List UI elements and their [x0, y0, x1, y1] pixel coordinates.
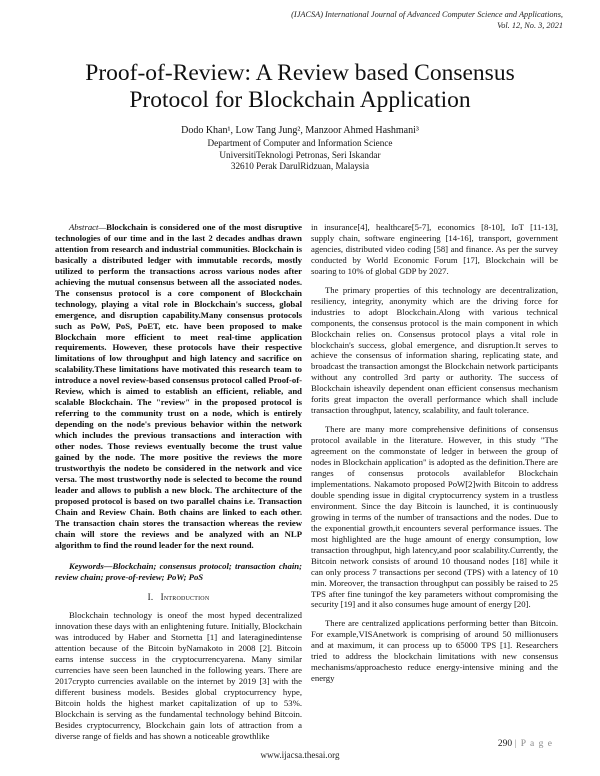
paper-title: [60, 60, 540, 114]
paper-title-line-1: Proof-of-Review: A Review based Consensus: [85, 60, 515, 86]
body-paragraph: in insurance[4], healthcare[5-7], economics [8-10], IoT [11-13], supply chain, software engineering [14-16], transport, government agencies, distributed video coding [58] and finance. As per the survey conducted by World Economic Forum [17], Blockchain will be soaring to 10% of global GDP by 2027.: [311, 222, 558, 276]
section-heading-introduction: [55, 592, 302, 603]
paper-authors: Dodo Khan¹, Low Tang Jung², Manzoor Ahmed Hashmani³: [181, 125, 419, 136]
affiliation-address: 32610 Perak DarulRidzuan, Malaysia: [230, 161, 370, 171]
journal-volume: Vol. 12, No. 3, 2021: [497, 20, 563, 30]
section-title: Introduction: [160, 591, 210, 602]
journal-title: (IJACSA) International Journal of Advanced Computer Science and Applications,: [291, 10, 563, 19]
abstract-body: Blockchain is considered one of the most disruptive technologies of our time and in the last 2 decades andhas drawn attention from research and industrial communities. Blockchain is basically a distributed ledger with immutable records, mostly utilized to perform the transactions across various nodes after achieving the mutual consensus between all the associated nodes. The consensus protocol is a core component of Blockchain technology, playing a vital role in Blockchain's success, global emergence, and disruption capability.Many consensus protocols such as PoW, PoS, PoET, etc. have been proposed to make Blockchain more efficient to meet real-time application requirements. However, these protocols have their respective limitations of low throughput and high latency and sacrifice on scalability.These limitations have motivated this research team to introduce a novel review-based consensus protocol called Proof-of-Review, which is aimed to establish an efficient, reliable, and scalable Blockchain. The "review" in the proposed protocol is referring to the community trust on a node, which is entirely depending on the node's previous behavior within the network which includes the previous transactions and interaction with other nodes. Those reviews eventually become the trust value gained by the node. The more positive the reviews the more trustworthyis the nodeto be considered in the network and vice versa. The most trustworthy node is selected to become the round leader and allows to publish a new block. The architecture of the proposed protocol is based on two parallel chains i.e. Transaction Chain and Review Chain. Both chains are linked to each other. The transaction chain stores the transaction whereas the review chain will store the reviews and be analyzed with an NLP algorithm to find the round leader for the next round.: [55, 222, 302, 550]
keywords: Keywords—Blockchain; consensus protocol; transaction chain; review chain; prove-of-review; PoW; PoS: [55, 560, 302, 582]
left-column: [55, 222, 302, 742]
body-paragraph: There are many more comprehensive definitions of consensus protocol available in the literature. However, in this study "The agreement on the commonstate of ledger in between the group of nodes in Blockchain application" is adopted as the definition.There are ranges of consensus protocols availablefor Blockchain implementations. Nakamoto proposed PoW[2]with Bitcoin to address double spending issue in digital cryptocurrency system in a trustless environment. Since the day Bitcoin is launched, it is continuously growing in terms of the number of transactions and the nodes. Due to the exponential growth,it encounters several performance issues. The most highlighted are the huge amount of energy consumption, low transaction throughput, high latency,and poor scalability.Currently, the Bitcoin network consists of around 10 thousand nodes [18] while it can only process 7 transactions per second (TPS) with a latency of 10 min. Moreover, the transaction throughput can possibly be raised to 25 TPS after fine tuningof the key parameters without compromising the security [19] and it also consumes huge amount of energy [20].: [311, 424, 558, 610]
section-number: I.: [147, 591, 154, 602]
page-number-value: 290: [497, 739, 513, 749]
right-column: [311, 222, 558, 684]
footer-url: www.ijacsa.thesai.org: [260, 750, 340, 760]
affiliation: [60, 138, 540, 173]
affiliation-university: UniversitiTeknologi Petronas, Seri Iskandar: [219, 149, 381, 160]
body-paragraph: The primary properties of this technology are decentralization, resiliency, integrity, anonymity which are the driving force for industries to adopt Blockchain.Along with various technical components, the consensus protocol is the main component in which Blockchain relies on. Consensus protocol plays a vital role in blockchain's success, global emergence, and disruption.It serves to achieve the consensus of information sharing, replicating state, and broadcast the transaction amongst the Blockchain network participants without any controlled 3rd party or authority. The success of Blockchain isheavily dependent onan efficient consensus mechanism forits great impacton the overall performance which shall include transaction throughput, latency, scalability, and fault tolerance.: [311, 284, 558, 416]
affiliation-department: Department of Computer and Information Science: [207, 138, 393, 148]
paper-title-line-2: Protocol for Blockchain Application: [129, 87, 471, 113]
abstract-lead: Abstract—: [69, 222, 107, 232]
journal-header: [233, 10, 563, 31]
abstract: [55, 222, 302, 551]
page-number: [498, 739, 553, 749]
page-label: | P a g e: [514, 739, 553, 749]
body-paragraph: There are centralized applications performing better than Bitcoin. For example,VISAnetwork is comprising of around 50 millionusers and at maximum, it can process up to 65000 TPS [1]. Researchers tried to address the blockchain limitations with new consensus mechanisms/approachesto reduce energy-intensive mining and the energy: [311, 618, 558, 684]
intro-paragraph: Blockchain technology is oneof the most hyped decentralized innovation these days with an enlightening future. Initially, Blockchain was introduced by Haber and Stornetta [1] and lateraginedintense attention because of the Bitcoin byNamakoto in 2008 [2]. Bitcoin earns intense success in the cryptocurrencyarena. Many similar currencies have seen been launched in the following years. There are 2017crypto currencies available on the internet by 2019 [3] with the different business models. Besides global cryptocurrency hype, Bitcoin holds the highest market capitalization of up to 53%. Blockchain is serving as the fundamental technology behind Bitcoin. Besides cryptocurrency, Blockchain gain lots of attraction from a diverse range of fields and has shown a noticeable growthlike: [55, 610, 302, 741]
